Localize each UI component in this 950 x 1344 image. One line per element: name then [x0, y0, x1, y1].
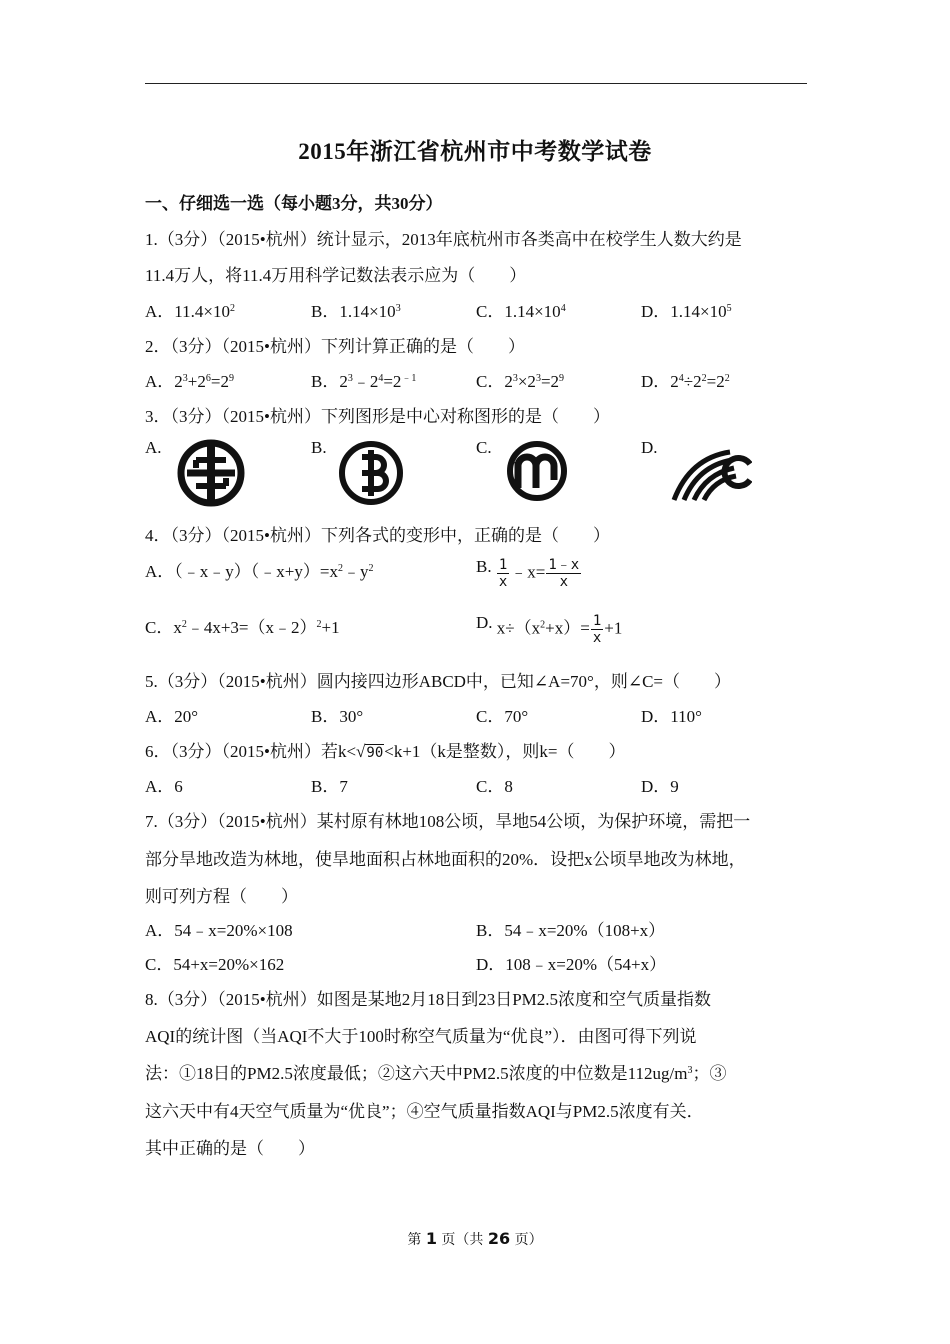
q8-line3: 法：①18日的PM2.5浓度最低；②这六天中PM2.5浓度的中位数是$112ug/m^3$；③ [145, 1064, 727, 1083]
q5-option-d: D．110° [641, 707, 702, 726]
q3-figure-a [176, 438, 246, 508]
q3-label-c: C. [476, 438, 492, 457]
q3-label-d: D. [641, 438, 658, 457]
q7-option-b: B．54﹣x=20%（108+x） [476, 921, 666, 940]
q5-line1: 5.（3分）（2015•杭州）圆内接四边形ABCD中，已知∠A=70°，则∠C=（ ） [145, 672, 732, 691]
q7-option-c: C．54+x=20%×162 [145, 955, 285, 974]
q2-option-b: B．$2^3﹣2^4=2^{﹣1}$ [311, 372, 417, 391]
q1-line1: 1.（3分）（2015•杭州）统计显示，2013年底杭州市各类高中在校学生人数大约是 [145, 230, 742, 249]
q8-line5: 其中正确的是（ ） [145, 1139, 315, 1158]
q6-option-d: D．9 [641, 777, 679, 796]
section-heading: 一、仔细选一选（每小题3分，共30分） [145, 194, 443, 213]
q6-line1: 6．（3分）（2015•杭州）若k<√90<k+1（k是整数），则k=（ ） [145, 742, 626, 761]
q4-option-a: A．$(﹣x﹣y)(﹣x+y)=x^2﹣y^2$ [145, 562, 374, 581]
q2-option-c: C．$2^3\times 2^3=2^9$ [476, 372, 565, 391]
page-footer: 第 1 页（共 26 页） [407, 1229, 543, 1248]
q1-line2: 11.4万人，将11.4万用科学记数法表示应为（ ） [145, 266, 527, 285]
page-title: 2015年浙江省杭州市中考数学试卷 [298, 139, 652, 164]
q4-option-d: D. $x\div(x^2+x)=$ $\frac{1}{x}$ +1 [476, 613, 623, 647]
q1-option-a: A．$11.4\times 10^2$ [145, 302, 235, 321]
q7-option-a: A．54﹣x=20%×108 [145, 921, 293, 940]
q1-option-d: D．$1.14\times 10^5$ [641, 302, 732, 321]
q4-line1: 4．（3分）（2015•杭州）下列各式的变形中，正确的是（ ） [145, 526, 610, 545]
q7-line3: 则可列方程（ ） [145, 887, 298, 906]
q2-line1: 2．（3分）（2015•杭州）下列计算正确的是（ ） [145, 337, 525, 356]
q2-option-a: A．$2^3+2^6=2^9$ [145, 372, 234, 391]
q8-line4: 这六天中有4天空气质量为“优良”；④空气质量指数AQI与PM2.5浓度有关． [145, 1102, 704, 1121]
q3-figure-b [338, 440, 404, 506]
q8-line1: 8.（3分）（2015•杭州）如图是某地2月18日到23日PM2.5浓度和空气质量指数 [145, 990, 712, 1009]
header-rule [145, 83, 807, 84]
q6-option-a: A．6 [145, 777, 183, 796]
q3-label-b: B. [311, 438, 327, 457]
q7-line2: 部分旱地改造为林地，使旱地面积占林地面积的20%．设把x公顷旱地改为林地， [145, 850, 746, 869]
q2-option-d: D．$2^4\div 2^2=2^2$ [641, 372, 730, 391]
q3-figure-c [504, 440, 570, 502]
q3-line1: 3．（3分）（2015•杭州）下列图形是中心对称图形的是（ ） [145, 407, 610, 426]
q4-option-c: C．$x^2﹣4x+3=(x﹣2)^2+1$ [145, 618, 340, 637]
q3-figure-d [670, 444, 752, 502]
q5-option-c: C．70° [476, 707, 529, 726]
q5-option-b: B．30° [311, 707, 364, 726]
q7-line1: 7.（3分）（2015•杭州）某村原有林地108公顷，旱地54公顷，为保护环境，需把一 [145, 812, 751, 831]
q8-line2: AQI的统计图（当AQI不大于100时称空气质量为“优良”）．由图可得下列说 [145, 1027, 697, 1046]
q5-option-a: A．20° [145, 707, 199, 726]
q7-option-d: D．108﹣x=20%（54+x） [476, 955, 667, 974]
q6-option-b: B．7 [311, 777, 348, 796]
sqrt-symbol: √90 [356, 742, 384, 761]
q1-option-c: C．$1.14\times 10^4$ [476, 302, 566, 321]
q3-label-a: A. [145, 438, 162, 457]
q6-option-c: C．8 [476, 777, 513, 796]
q1-option-b: B．$1.14\times 10^3$ [311, 302, 401, 321]
q4-option-b: B. $\frac{1}{x}$ ﹣x= $\frac{1﹣x}{x}$ [476, 557, 580, 591]
